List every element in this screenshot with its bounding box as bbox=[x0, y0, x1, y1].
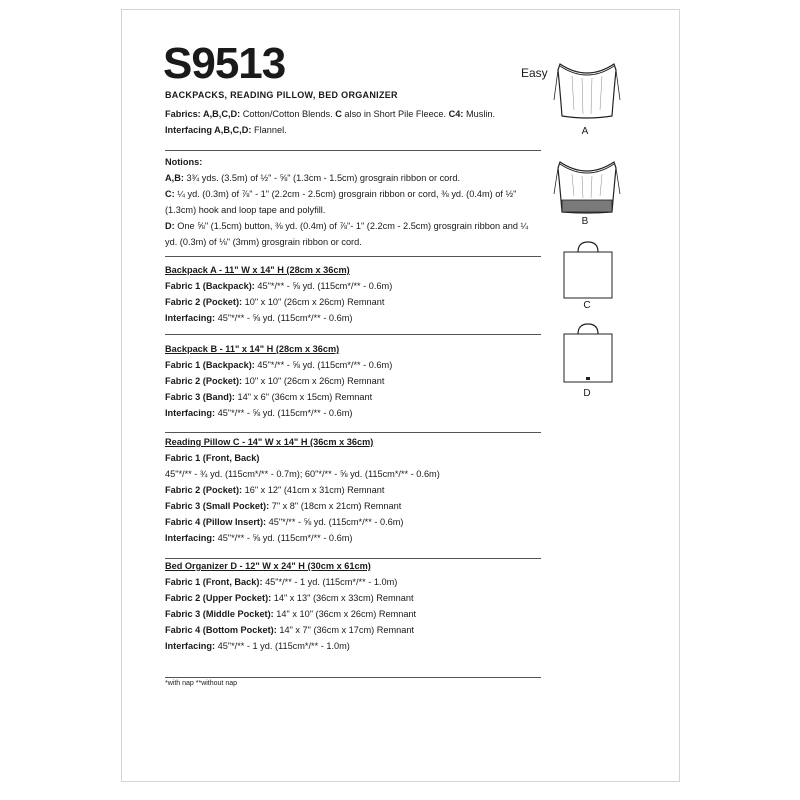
line-text: 10" x 10" (26cm x 26cm) Remnant bbox=[242, 376, 385, 386]
fabrics-c-label: C bbox=[335, 109, 342, 119]
line-label: Fabric 2 (Upper Pocket): bbox=[165, 593, 272, 603]
line-label: Fabric 3 (Small Pocket): bbox=[165, 501, 270, 511]
line-label: Fabric 1 (Front, Back): bbox=[165, 577, 263, 587]
line-text: 14" x 13" (36cm x 33cm) Remnant bbox=[271, 593, 414, 603]
view-label-b: B bbox=[581, 216, 589, 227]
line-text: 45"*/** - ⅝ yd. (115cm*/** - 0.6m) bbox=[266, 517, 404, 527]
divider bbox=[165, 256, 541, 257]
difficulty-label: Easy bbox=[521, 66, 548, 80]
line-label: Fabric 4 (Pillow Insert): bbox=[165, 517, 267, 527]
divider bbox=[165, 150, 541, 151]
interfacing-text: Flannel. bbox=[251, 125, 287, 135]
footnote: *with nap **without nap bbox=[165, 680, 237, 687]
section-heading: Backpack A - 11" W x 14" H (28cm x 36cm) bbox=[165, 265, 350, 275]
line-text: 45"*/** - 1 yd. (115cm*/** - 1.0m) bbox=[215, 641, 350, 651]
notions-block bbox=[165, 154, 537, 250]
section-reading-pillow-c bbox=[165, 434, 537, 546]
notions-ab-label: A,B: bbox=[165, 173, 184, 183]
fabrics-label: Fabrics: A,B,C,D: bbox=[165, 109, 241, 119]
fabrics-c-text: also in Short Pile Fleece. bbox=[341, 109, 449, 119]
line-label: Interfacing: bbox=[165, 408, 216, 418]
notions-ab-text: 3¾ yds. (3.5m) of ½" - ⅝" (1.3cm - 1.5cm) grosgrain ribbon or cord. bbox=[183, 173, 461, 183]
line-text: 45"*/** - ⅝ yd. (115cm*/** - 0.6m) bbox=[215, 408, 353, 418]
section-backpack-a bbox=[165, 262, 537, 326]
line-text: 14" x 7" (36cm x 17cm) Remnant bbox=[276, 625, 415, 635]
section-backpack-b bbox=[165, 341, 537, 421]
view-label-d: D bbox=[583, 388, 591, 399]
divider bbox=[165, 432, 541, 433]
divider bbox=[165, 677, 541, 678]
view-label-a: A bbox=[581, 126, 589, 137]
line-text: 45"*/** - ⅝ yd. (115cm*/** - 0.6m) bbox=[215, 313, 353, 323]
notions-c-text: ¼ yd. (0.3m) of ⅞" - 1" (2.2cm - 2.5cm) grosgrain ribbon or cord, ⅜ yd. (0.4m) of ½" (1.3cm) hook and loop tape and polyfill. bbox=[165, 189, 517, 215]
bed-organizer-icon bbox=[560, 322, 616, 384]
line-text: 16" x 12" (41cm x 31cm) Remnant bbox=[242, 485, 385, 495]
divider bbox=[165, 334, 541, 335]
line-text: 45"*/** - ⅝ yd. (115cm*/** - 0.6m) bbox=[254, 360, 393, 370]
line-text: 45"*/** - ⅝ yd. (115cm*/** - 0.6m) bbox=[215, 533, 353, 543]
fabrics-text: Cotton/Cotton Blends. bbox=[240, 109, 336, 119]
banded-backpack-icon bbox=[552, 158, 622, 216]
pillow-icon bbox=[560, 240, 616, 300]
notions-heading: Notions: bbox=[165, 157, 203, 167]
line-text: 45"*/** - 1 yd. (115cm*/** - 1.0m) bbox=[262, 577, 398, 587]
section-heading: Backpack B - 11" x 14" H (28cm x 36cm) bbox=[165, 344, 340, 354]
notions-d-label: D: bbox=[165, 221, 175, 231]
line-label: Interfacing: bbox=[165, 641, 216, 651]
line-label: Fabric 2 (Pocket): bbox=[165, 485, 243, 495]
fabrics-c4-label: C4: bbox=[448, 109, 464, 119]
line-label: Fabric 4 (Bottom Pocket): bbox=[165, 625, 277, 635]
section-bed-organizer-d bbox=[165, 558, 537, 654]
pattern-subtitle: BACKPACKS, READING PILLOW, BED ORGANIZER bbox=[165, 90, 398, 100]
line-text: 45"*/** - ¾ yd. (115cm*/** - 0.7m); 60"*/** - ⅝ yd. (115cm*/** - 0.6m) bbox=[165, 469, 440, 479]
line-label: Fabric 3 (Middle Pocket): bbox=[165, 609, 274, 619]
line-text: 14" x 6" (36cm x 15cm) Remnant bbox=[234, 392, 373, 402]
interfacing-label: Interfacing A,B,C,D: bbox=[165, 125, 252, 135]
line-label: Fabric 1 (Front, Back) bbox=[165, 453, 260, 463]
backpack-icon bbox=[552, 60, 622, 126]
pattern-number: S9513 bbox=[163, 39, 286, 88]
line-text: 7" x 8" (18cm x 21cm) Remnant bbox=[269, 501, 402, 511]
view-label-c: C bbox=[583, 300, 591, 311]
line-label: Fabric 3 (Band): bbox=[165, 392, 235, 402]
line-text: 45"*/** - ⅝ yd. (115cm*/** - 0.6m) bbox=[254, 281, 393, 291]
line-label: Interfacing: bbox=[165, 533, 216, 543]
fabrics-c4-text: Muslin. bbox=[463, 109, 496, 119]
line-label: Fabric 1 (Backpack): bbox=[165, 360, 255, 370]
line-text: 14" x 10" (36cm x 26cm) Remnant bbox=[273, 609, 417, 619]
fabrics-block bbox=[165, 106, 537, 138]
line-label: Interfacing: bbox=[165, 313, 216, 323]
notions-c-label: C: bbox=[165, 189, 175, 199]
line-label: Fabric 2 (Pocket): bbox=[165, 376, 243, 386]
line-text: 10" x 10" (26cm x 26cm) Remnant bbox=[242, 297, 385, 307]
section-heading: Bed Organizer D - 12" W x 24" H (30cm x 61cm) bbox=[165, 561, 371, 571]
line-label: Fabric 2 (Pocket): bbox=[165, 297, 243, 307]
section-heading: Reading Pillow C - 14" W x 14" H (36cm x 36cm) bbox=[165, 437, 374, 447]
notions-d-text: One ⅝" (1.5cm) button, ⅜ yd. (0.4m) of ⅞"- 1" (2.2cm - 2.5cm) grosgrain ribbon and ¼ yd. (0.3m) of ⅛" (3mm) grosgrain ribbon or cord. bbox=[165, 221, 529, 247]
line-label: Fabric 1 (Backpack): bbox=[165, 281, 255, 291]
